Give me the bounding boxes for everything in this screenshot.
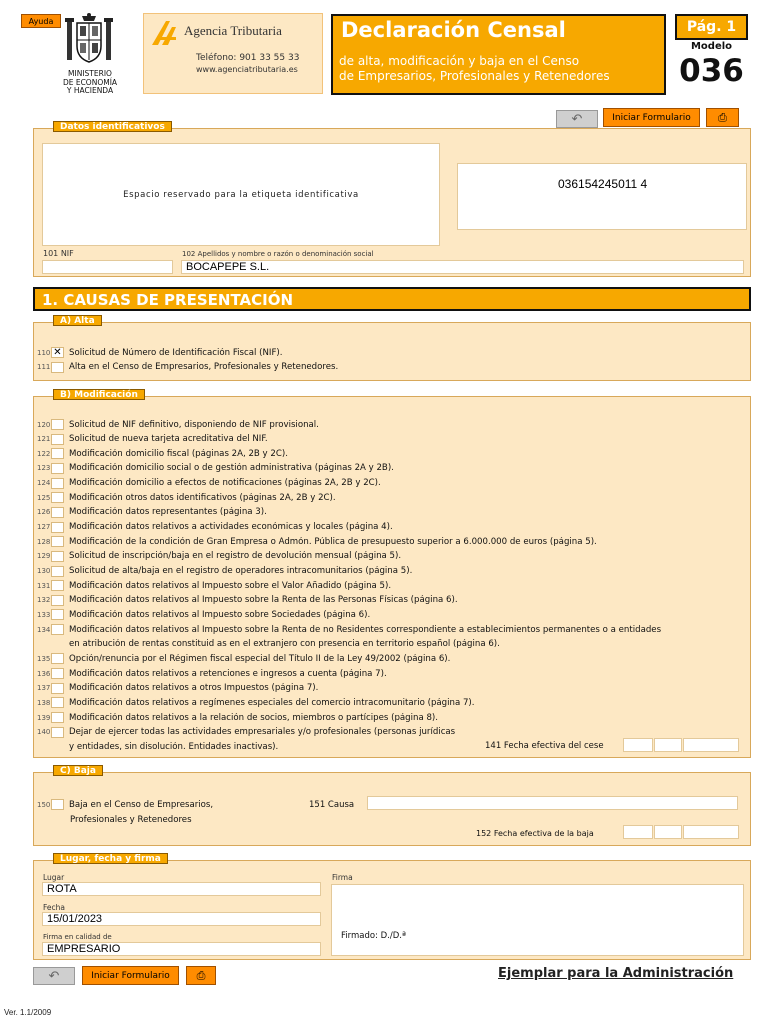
item-number: 140 xyxy=(37,728,51,737)
item-number: 138 xyxy=(37,698,51,707)
item-checkbox[interactable]: ✕ xyxy=(51,347,64,358)
date-value: 15/01/2023 xyxy=(47,913,103,925)
baja-text-line2: Profesionales y Retenedores xyxy=(70,815,192,825)
form-title: Declaración Censal xyxy=(341,18,566,42)
list-item xyxy=(37,579,391,592)
capacity-value: EMPRESARIO xyxy=(47,943,121,955)
item-checkbox[interactable] xyxy=(51,492,64,503)
item-number: 133 xyxy=(37,610,51,619)
signature-area[interactable] xyxy=(331,884,744,956)
list-item xyxy=(37,550,401,563)
item-text: Modificación datos relativos al Impuesto sobre el Valor Añadido (página 5). xyxy=(69,580,392,591)
agency-phone: Teléfono: 901 33 55 33 xyxy=(196,53,300,63)
print-icon: ⎙ xyxy=(196,968,206,982)
item-text: Alta en el Censo de Empresarios, Profesionales y Retenedores. xyxy=(69,362,339,372)
print-icon: ⎙ xyxy=(718,110,727,124)
item-number: 134 xyxy=(37,625,51,634)
item-number: 124 xyxy=(37,479,51,488)
item-number: 126 xyxy=(37,508,51,517)
item-text: Modificación datos relativos al Impuesto sobre la Renta de no Residentes correspondiente a establecimientos permanentes o a entidades xyxy=(69,624,662,635)
signature-label: Firma xyxy=(332,873,353,882)
model-number: 036 xyxy=(679,53,744,89)
list-item xyxy=(37,726,455,739)
place-input[interactable] xyxy=(42,882,321,896)
agency-website: www.agenciatributaria.es xyxy=(196,65,298,74)
item-checkbox[interactable] xyxy=(51,609,64,620)
item-number: 150 xyxy=(37,800,51,809)
date-label: Fecha xyxy=(43,903,65,912)
form-title-box xyxy=(331,14,666,95)
list-item xyxy=(37,696,475,709)
cease-date-label: 141 Fecha efectiva del cese xyxy=(485,741,604,751)
capacity-label: Firma en calidad de xyxy=(43,933,112,941)
item-number: 127 xyxy=(37,523,51,532)
item-checkbox[interactable] xyxy=(51,536,64,547)
help-button[interactable]: Ayuda xyxy=(21,14,61,28)
list-item xyxy=(37,433,268,446)
item-text: Opción/renuncia por el Régimen fiscal especial del Título II de la Ley 49/2002 (página 6). xyxy=(69,653,451,664)
list-item xyxy=(37,623,661,636)
cause-input[interactable] xyxy=(367,796,738,810)
list-item xyxy=(37,462,394,475)
copy-label: Ejemplar para la Administración xyxy=(498,966,734,981)
item-text: Modificación datos relativos a actividades económicas y locales (página 4). xyxy=(69,522,393,533)
item-checkbox[interactable] xyxy=(51,595,64,606)
nif-input[interactable] xyxy=(42,260,173,274)
item-number: 129 xyxy=(37,552,51,561)
section1-header xyxy=(33,287,751,311)
baja-tab: C) Baja xyxy=(53,765,103,776)
item-checkbox[interactable] xyxy=(51,712,64,723)
item-text: Solicitud de inscripción/baja en el registro de devolución mensual (página 5). xyxy=(69,551,402,562)
ministry-name xyxy=(56,70,124,96)
item-checkbox[interactable] xyxy=(51,653,64,664)
item-checkbox[interactable] xyxy=(51,362,64,373)
item-checkbox[interactable] xyxy=(51,697,64,708)
baja-checkbox[interactable] xyxy=(51,799,64,810)
agency-name: Agencia Tributaria xyxy=(184,23,282,38)
back-button[interactable] xyxy=(556,110,598,128)
list-item xyxy=(37,608,370,621)
item-text: Modificación otros datos identificativos (páginas 2A, 2B y 2C). xyxy=(69,492,336,503)
item-checkbox[interactable] xyxy=(51,727,64,738)
start-form-button-top[interactable]: Iniciar Formulario xyxy=(603,108,700,127)
item-text: Solicitud de alta/baja en el registro de operadores intracomunitarios (página 5). xyxy=(69,566,413,576)
baja-date-month[interactable] xyxy=(654,825,682,839)
form-subtitle-line2: de Empresarios, Profesionales y Retenedores xyxy=(339,69,610,83)
item-number: 132 xyxy=(37,596,51,605)
name-label: 102 Apellidos y nombre o razón o denominación social xyxy=(182,250,374,258)
item-text: Modificación datos relativos a regímenes especiales del comercio intracomunitario (página 7). xyxy=(69,697,475,708)
item-text: Modificación datos relativos a la relación de socios, miembros o partícipes (página 8). xyxy=(69,712,439,723)
item-text: Solicitud de NIF definitivo, disponiendo de NIF provisional. xyxy=(69,419,319,430)
model-label: Modelo xyxy=(690,41,733,52)
agency-logo-icon xyxy=(150,19,180,47)
item-text: Solicitud de nueva tarjeta acreditativa del NIF. xyxy=(69,434,268,445)
list-item xyxy=(37,667,387,680)
item-number: 120 xyxy=(37,420,51,429)
list-item xyxy=(37,740,278,753)
list-item xyxy=(37,652,450,665)
item-text: en atribución de rentas constituid as en el extranjero con presencia en territorio español (página 6). xyxy=(69,639,500,650)
item-checkbox[interactable] xyxy=(51,448,64,459)
item-number: 135 xyxy=(37,654,51,663)
item-checkbox[interactable] xyxy=(51,624,64,635)
reserved-space-text: Espacio reservado para la etiqueta identificativa xyxy=(123,189,359,200)
item-text: Modificación datos relativos al Impuesto sobre Sociedades (página 6). xyxy=(69,609,371,620)
list-item xyxy=(37,506,267,519)
barcode-number: 036154245011 4 xyxy=(558,177,648,191)
item-number: 136 xyxy=(37,669,51,678)
item-checkbox[interactable] xyxy=(51,507,64,518)
item-text: Baja en el Censo de Empresarios, xyxy=(69,799,214,810)
item-text: Modificación domicilio a efectos de notificaciones (páginas 2A, 2B y 2C). xyxy=(69,478,381,489)
date-input[interactable] xyxy=(42,912,321,926)
list-item xyxy=(37,638,500,651)
section1-title: 1. CAUSAS DE PRESENTACIÓN xyxy=(42,291,294,309)
barcode-field xyxy=(457,163,747,230)
coat-of-arms-logo xyxy=(64,12,114,68)
ministry-line: DE ECONOMÍA xyxy=(62,77,118,87)
list-item xyxy=(37,594,458,607)
baja-row xyxy=(37,798,213,811)
item-text: y entidades, sin disolución. Entidades inactivas). xyxy=(69,741,279,752)
place-label: Lugar xyxy=(43,873,65,882)
list-item xyxy=(37,346,283,359)
baja-date-label: 152 Fecha efectiva de la baja xyxy=(476,829,594,838)
item-number: 130 xyxy=(37,567,51,575)
item-number: 131 xyxy=(37,581,51,590)
list-item xyxy=(37,361,338,374)
item-text: Modificación domicilio social o de gestión administrativa (páginas 2A y 2B). xyxy=(69,463,394,474)
list-item xyxy=(37,477,381,490)
label-reserved-space xyxy=(42,143,440,246)
item-checkbox[interactable] xyxy=(51,463,64,474)
alta-tab: A) Alta xyxy=(53,315,102,326)
item-text: Modificación datos relativos a otros Impuestos (página 7). xyxy=(69,683,319,694)
item-number: 122 xyxy=(37,449,51,458)
list-item xyxy=(37,711,438,724)
item-checkbox[interactable] xyxy=(51,522,64,533)
item-checkbox[interactable] xyxy=(51,419,64,430)
item-checkbox[interactable] xyxy=(51,566,64,577)
list-item xyxy=(37,447,288,460)
cease-date-year[interactable] xyxy=(683,738,739,752)
modificacion-tab: B) Modificación xyxy=(53,389,145,400)
form-subtitle-line1: de alta, modificación y baja en el Censo xyxy=(339,54,580,68)
name-value: BOCAPEPE S.L. xyxy=(186,261,270,273)
agency-box xyxy=(143,13,323,94)
item-number: 123 xyxy=(37,464,51,473)
list-item xyxy=(37,521,393,534)
item-text: Modificación domicilio fiscal (páginas 2A, 2B y 2C). xyxy=(69,448,288,459)
signature-tab: Lugar, fecha y firma xyxy=(53,853,168,864)
nif-label: 101 NIF xyxy=(43,249,74,258)
list-item xyxy=(37,682,318,695)
item-checkbox[interactable] xyxy=(51,580,64,591)
item-number: 110 xyxy=(37,348,51,357)
item-checkbox[interactable] xyxy=(51,478,64,489)
item-checkbox[interactable] xyxy=(51,683,64,694)
list-item xyxy=(37,491,336,504)
item-checkbox[interactable] xyxy=(51,434,64,445)
place-value: ROTA xyxy=(47,883,77,895)
list-item xyxy=(37,535,597,548)
item-number: 128 xyxy=(37,537,51,546)
version-label: Ver. 1.1/2009 xyxy=(4,1008,52,1017)
item-number: 111 xyxy=(37,363,51,371)
back-button-bottom[interactable] xyxy=(33,967,75,985)
item-checkbox[interactable] xyxy=(51,668,64,679)
page-number-badge xyxy=(675,14,748,40)
cease-date-day[interactable] xyxy=(623,738,653,752)
cease-date-month[interactable] xyxy=(654,738,682,752)
cause-label: 151 Causa xyxy=(309,800,355,810)
ministry-line: Y HACIENDA xyxy=(66,86,114,95)
identification-tab: Datos identificativos xyxy=(53,121,172,132)
print-button-bottom[interactable] xyxy=(186,966,216,985)
item-text: Modificación datos relativos a retenciones e ingresos a cuenta (página 7). xyxy=(69,668,387,679)
page-number: Pág. 1 xyxy=(686,19,737,35)
item-text: Modificación datos representantes (página 3). xyxy=(69,507,267,518)
item-number: 137 xyxy=(37,684,51,693)
item-number: 121 xyxy=(37,435,51,444)
baja-date-year[interactable] xyxy=(683,825,739,839)
back-arrow-icon: ↶ xyxy=(571,111,583,127)
item-number: 139 xyxy=(37,713,51,722)
item-checkbox[interactable] xyxy=(51,551,64,562)
print-button-top[interactable] xyxy=(706,108,739,127)
item-text: Dejar de ejercer todas las actividades empresariales y/o profesionales (personas jurídicas xyxy=(69,727,456,738)
capacity-input[interactable] xyxy=(42,942,321,956)
back-arrow-icon: ↶ xyxy=(48,968,60,984)
signed-by-label: Firmado: D./D.ª xyxy=(341,931,406,941)
item-number: 125 xyxy=(37,493,51,502)
start-form-button-bottom[interactable]: Iniciar Formulario xyxy=(82,966,179,985)
list-item xyxy=(37,565,412,578)
list-item xyxy=(37,418,319,431)
item-text: Modificación de la condición de Gran Empresa o Admón. Pública de presupuesto superior a 6.000.000 de euros (página 5). xyxy=(69,536,597,547)
item-text: Modificación datos relativos al Impuesto sobre la Renta de las Personas Físicas (página 6). xyxy=(69,595,458,606)
name-input[interactable] xyxy=(181,260,744,274)
ministry-line: MINISTERIO xyxy=(68,69,112,78)
baja-date-day[interactable] xyxy=(623,825,653,839)
item-text: Solicitud de Número de Identificación Fiscal (NIF). xyxy=(69,347,283,358)
